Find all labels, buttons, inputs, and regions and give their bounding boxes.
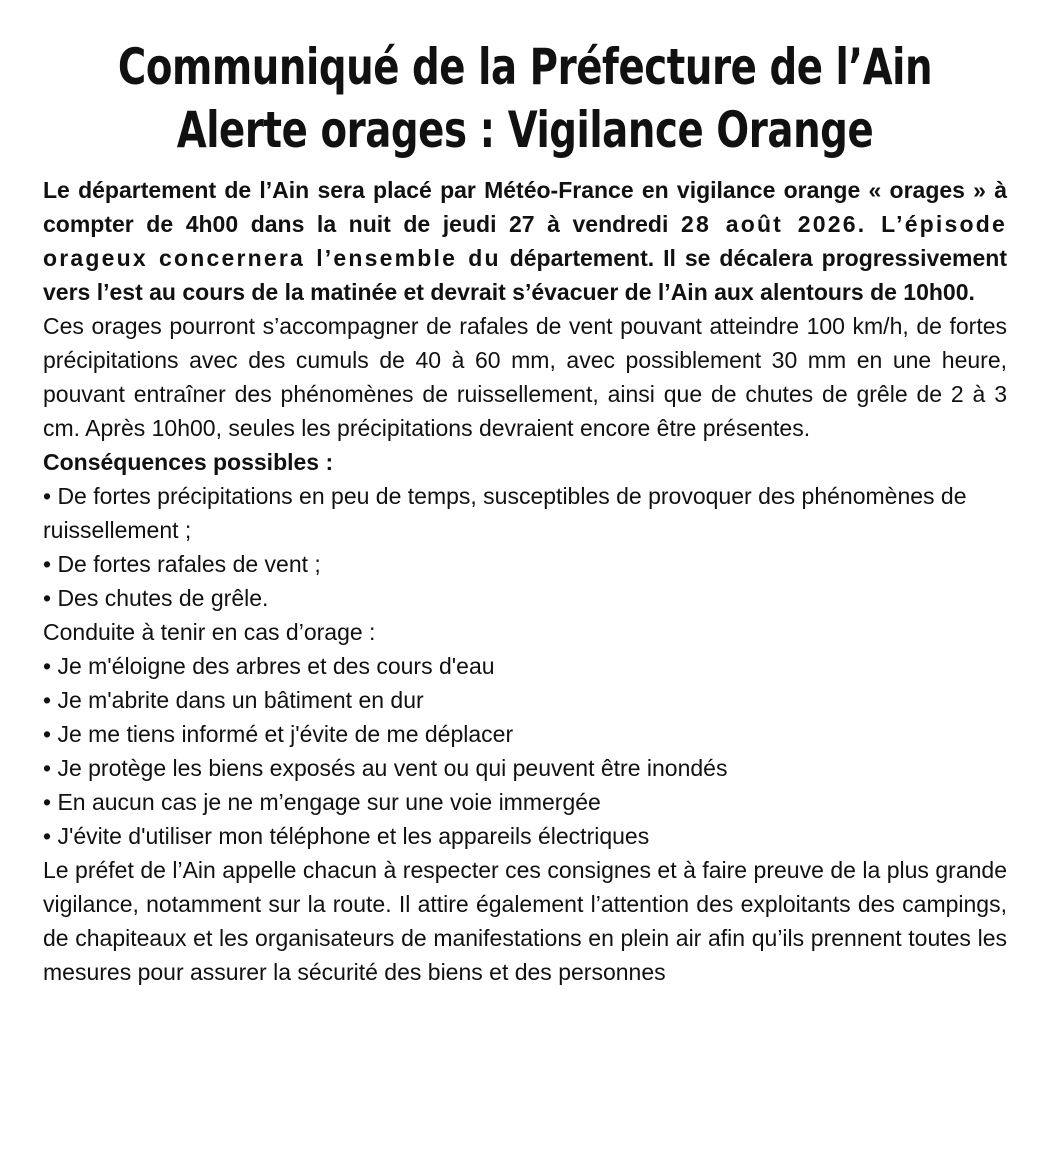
consequence-item-2: • De fortes rafales de vent ;: [43, 551, 321, 577]
consequence-item-1-continued: ruissellement ;: [43, 517, 192, 543]
title-line-2: Alerte orages : Vigilance Orange: [176, 101, 874, 159]
intro-part-1: Le département de l’Ain sera placé par Météo-France en vigilance orange « orages » à compter de 4h00 dans la nuit de jeudi 27 à vendredi: [43, 177, 1007, 237]
details-paragraph: Ces orages pourront s’accompagner de rafales de vent pouvant atteindre 100 km/h, de fortes précipitations avec des cumuls de 40 à 60 mm, avec possiblement 30 mm en une heure, pouvant entraîner des phénomènes de ruissellement, ainsi que de chutes de grêle de 2 à 3 cm. Après 10h00, seules les précipitations devraient encore être présentes.: [43, 313, 1007, 441]
intro-part-3: département. Il se décalera progressivement vers l’est au cours de la matinée et devrait s’évacuer de l’Ain aux alentours de 10h00.: [43, 245, 1008, 305]
page-title: [110, 36, 939, 162]
closing-paragraph: Le préfet de l’Ain appelle chacun à respecter ces consignes et à faire preuve de la plus grande vigilance, notamment sur la route. Il attire également l’attention des exploitants des campings, de chapiteaux et les organisateurs de manifestations en plein air afin qu’ils prennent toutes les mesures pour assurer la sécurité des biens et des personnes: [43, 857, 1007, 985]
consequence-item-3: • Des chutes de grêle.: [43, 585, 269, 611]
title-line-1: Communiqué de la Préfecture de l’Ain: [117, 38, 933, 96]
conduct-item: • En aucun cas je ne m’engage sur une voie immergée: [43, 789, 601, 815]
release-body: [43, 173, 1007, 989]
conduct-item: • Je me tiens informé et j'évite de me déplacer: [43, 721, 514, 747]
consequences-heading: Conséquences possibles :: [43, 449, 334, 475]
conduct-item: • J'évite d'utiliser mon téléphone et les appareils électriques: [43, 823, 650, 849]
conduct-item: • Je protège les biens exposés au vent ou qui peuvent être inondés: [43, 755, 728, 781]
intro-paragraph: [43, 173, 1007, 309]
conduct-heading: Conduite à tenir en cas d’orage :: [43, 619, 376, 645]
intro-part-2: 28 août 2026. L’épisode orageux concernera l’ensemble du: [43, 211, 1008, 271]
conduct-item: • Je m'abrite dans un bâtiment en dur: [43, 687, 424, 713]
conduct-item: • Je m'éloigne des arbres et des cours d'eau: [43, 653, 495, 679]
consequence-item-1: • De fortes précipitations en peu de temps, susceptibles de provoquer des phénomènes de: [43, 483, 967, 509]
